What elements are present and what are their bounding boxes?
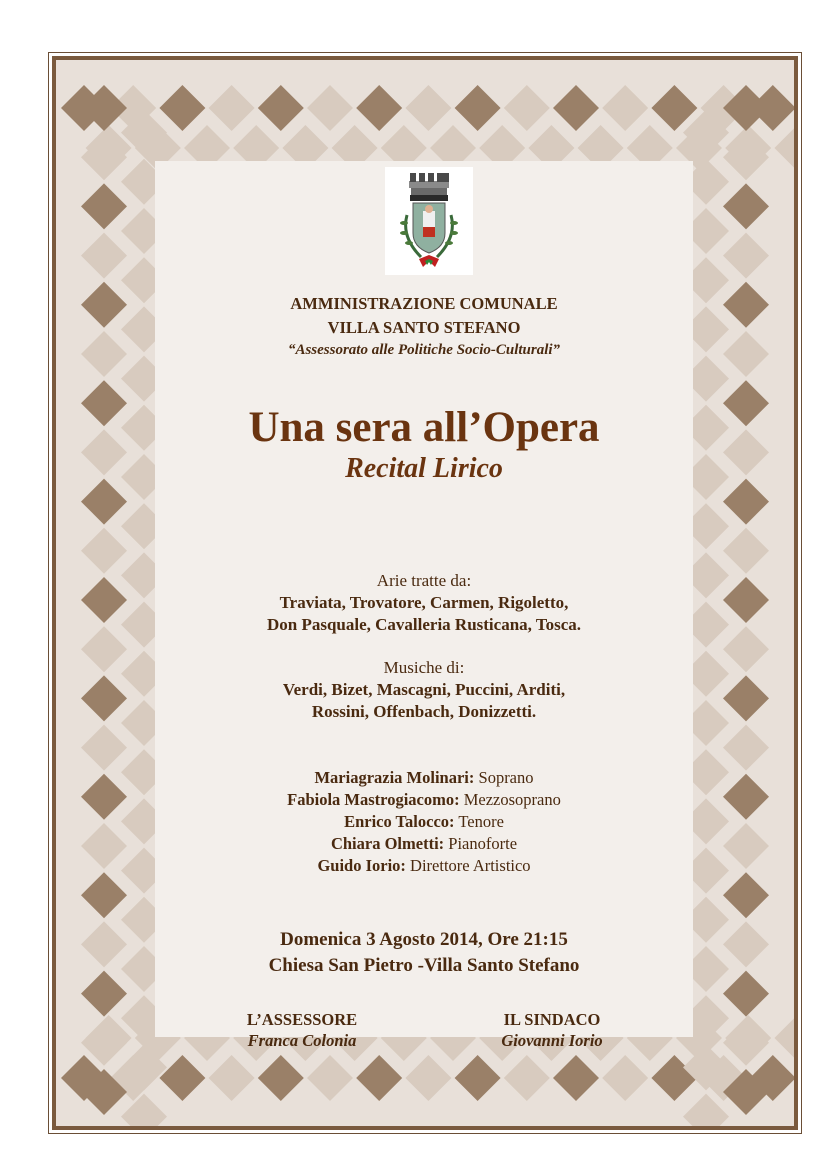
- border-diamond: [81, 626, 127, 672]
- border-diamond: [602, 85, 648, 131]
- cast-list: [155, 767, 693, 877]
- decorative-border: [52, 56, 798, 1130]
- border-diamond: [81, 380, 127, 426]
- border-diamond: [553, 85, 599, 131]
- cast-member: [155, 789, 693, 811]
- border-diamond: [81, 233, 127, 279]
- border-diamond: [774, 1015, 794, 1061]
- border-diamond: [81, 921, 127, 967]
- border-diamond: [723, 331, 769, 377]
- cast-role: Soprano: [474, 768, 534, 787]
- border-diamond: [723, 626, 769, 672]
- border-diamond: [81, 774, 127, 820]
- page-subtitle: Recital Lirico: [345, 453, 503, 484]
- cast-role: Tenore: [454, 812, 504, 831]
- musiche-intro: Musiche di:: [383, 658, 465, 677]
- border-diamond: [723, 872, 769, 918]
- cast-role: Direttore Artistico: [405, 856, 531, 875]
- cast-name: Enrico Talocco:: [344, 812, 455, 831]
- musiche-line-1: Verdi, Bizet, Mascagni, Puccini, Arditi,: [282, 680, 566, 699]
- page-title: Una sera all’Opera: [248, 404, 600, 451]
- poster-frame: [48, 52, 802, 1134]
- border-diamond: [81, 528, 127, 574]
- cast-name: Fabiola Mastrogiacomo:: [287, 790, 460, 809]
- musiche-section: [155, 657, 693, 723]
- administration-header: [155, 292, 693, 360]
- border-diamond: [258, 1055, 304, 1101]
- cast-member: [155, 855, 693, 877]
- border-diamond: [723, 921, 769, 967]
- border-diamond: [356, 85, 402, 131]
- sindaco-title: IL SINDACO: [503, 1010, 601, 1029]
- border-diamond: [307, 85, 353, 131]
- border-diamond: [405, 85, 451, 131]
- assessore-signature: [227, 1009, 377, 1051]
- border-diamond: [504, 1055, 550, 1101]
- border-diamond: [723, 479, 769, 525]
- cast-role: Pianoforte: [444, 834, 518, 853]
- border-diamond: [81, 577, 127, 623]
- content-panel: [155, 161, 693, 1050]
- border-diamond: [723, 282, 769, 328]
- border-diamond: [81, 429, 127, 475]
- border-diamond: [723, 1020, 769, 1066]
- border-diamond: [723, 823, 769, 869]
- border-diamond: [159, 85, 205, 131]
- border-diamond: [723, 774, 769, 820]
- border-diamond: [723, 528, 769, 574]
- border-diamond: [81, 872, 127, 918]
- border-diamond: [81, 675, 127, 721]
- administration-title: AMMINISTRAZIONE COMUNALE: [290, 294, 558, 313]
- border-diamond: [723, 233, 769, 279]
- border-diamond: [81, 183, 127, 229]
- border-diamond: [81, 479, 127, 525]
- border-diamond: [723, 675, 769, 721]
- border-diamond: [121, 1094, 167, 1126]
- border-diamond: [651, 85, 697, 131]
- department-name: “Assessorato alle Politiche Socio-Culturali”: [287, 342, 561, 358]
- border-diamond: [159, 1055, 205, 1101]
- arie-intro: Arie tratte da:: [376, 571, 472, 590]
- cast-member: [155, 767, 693, 789]
- assessore-name: Franca Colonia: [247, 1031, 357, 1050]
- border-diamond: [81, 823, 127, 869]
- border-diamond: [307, 1055, 353, 1101]
- border-diamond: [455, 85, 501, 131]
- arie-line-1: Traviata, Trovatore, Carmen, Rigoletto,: [279, 593, 569, 612]
- border-diamond: [723, 429, 769, 475]
- arie-section: [155, 570, 693, 636]
- border-diamond: [723, 971, 769, 1017]
- event-title-block: [155, 404, 693, 486]
- border-diamond: [723, 725, 769, 771]
- sindaco-signature: [477, 1009, 627, 1051]
- border-diamond: [723, 183, 769, 229]
- cast-name: Chiara Olmetti:: [330, 834, 445, 853]
- event-details: [155, 927, 693, 979]
- border-diamond: [405, 1055, 451, 1101]
- cast-member: [155, 811, 693, 833]
- border-diamond: [81, 282, 127, 328]
- coat-of-arms-icon: [385, 167, 473, 275]
- border-diamond: [81, 331, 127, 377]
- arie-line-2: Don Pasquale, Cavalleria Rusticana, Tosca.: [266, 615, 582, 634]
- border-diamond: [602, 1055, 648, 1101]
- border-diamond: [209, 85, 255, 131]
- border-diamond: [356, 1055, 402, 1101]
- border-diamond: [723, 577, 769, 623]
- town-name: VILLA SANTO STEFANO: [327, 318, 521, 337]
- border-diamond: [455, 1055, 501, 1101]
- border-diamond: [553, 1055, 599, 1101]
- cast-name: Mariagrazia Molinari:: [314, 768, 475, 787]
- border-diamond: [723, 380, 769, 426]
- cast-role: Mezzosoprano: [459, 790, 561, 809]
- border-diamond: [258, 85, 304, 131]
- border-diamond: [504, 85, 550, 131]
- musiche-line-2: Rossini, Offenbach, Donizzetti.: [311, 702, 537, 721]
- border-diamond: [81, 725, 127, 771]
- assessore-title: L’ASSESSORE: [246, 1010, 358, 1029]
- sindaco-name: Giovanni Iorio: [501, 1031, 603, 1050]
- border-diamond: [774, 125, 794, 171]
- cast-member: [155, 833, 693, 855]
- cast-name: Guido Iorio:: [317, 856, 406, 875]
- border-diamond: [81, 971, 127, 1017]
- event-venue: Chiesa San Pietro -Villa Santo Stefano: [268, 955, 580, 976]
- event-date: Domenica 3 Agosto 2014, Ore 21:15: [280, 929, 568, 950]
- border-diamond: [209, 1055, 255, 1101]
